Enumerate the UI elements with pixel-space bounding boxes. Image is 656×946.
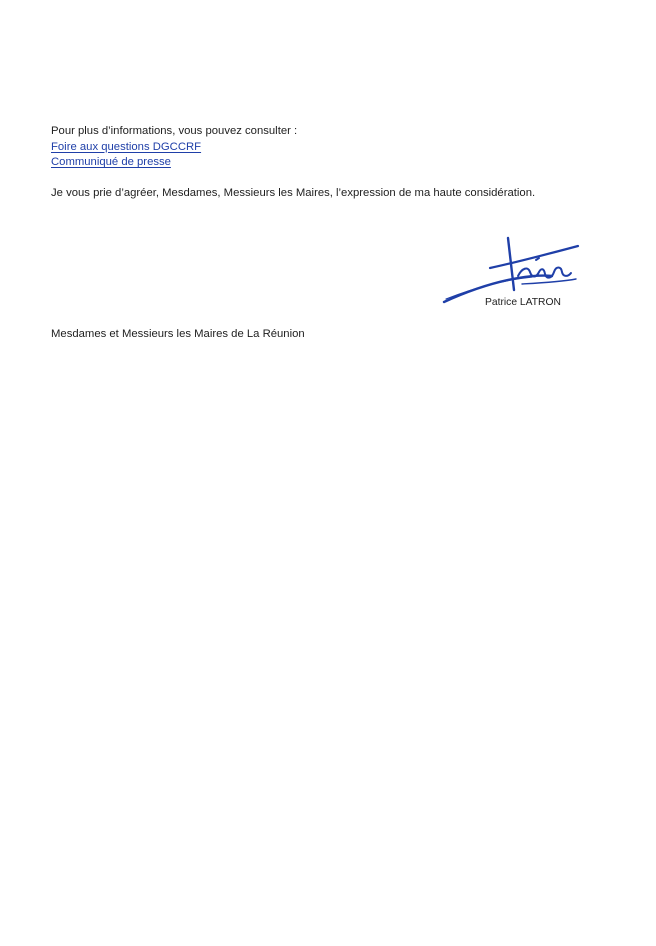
- signatory-name: Patrice LATRON: [485, 297, 561, 308]
- faq-dgccrf-link[interactable]: Foire aux questions DGCCRF: [51, 140, 202, 153]
- press-release-link[interactable]: Communiqué de presse: [51, 156, 171, 168]
- info-section: [51, 124, 297, 171]
- intro-text: Pour plus d’informations, vous pouvez consulter :: [51, 125, 298, 137]
- closing-formula: Je vous prie d’agréer, Mesdames, Messieurs les Maires, l’expression de ma haute considération.: [51, 187, 536, 199]
- recipient-line: Mesdames et Messieurs les Maires de La Réunion: [51, 328, 305, 340]
